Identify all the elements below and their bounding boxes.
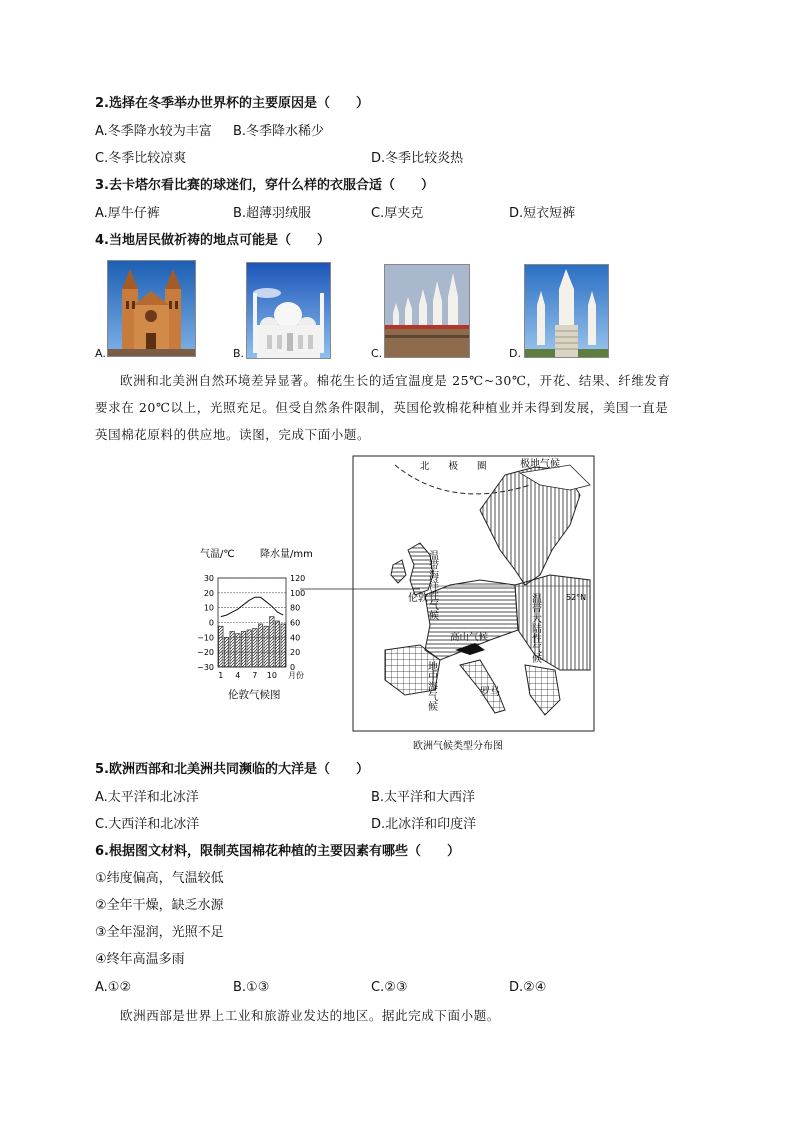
q3-stem: 3.去卡塔尔看比赛的球迷们，穿什么样的衣服合适（ ） <box>95 178 434 193</box>
q3-option-a[interactable]: A.厚牛仔裤 <box>95 206 160 221</box>
month-tick-label: 7 <box>252 671 258 680</box>
month-tick-label: 10 <box>266 671 277 680</box>
q5-option-a[interactable]: A.太平洋和北冰洋 <box>95 790 199 805</box>
precip-tick-label: 40 <box>290 633 301 643</box>
passage1-line1: 欧洲和北美洲自然环境差异显著。棉花生长的适宜温度是 25℃~30℃，开花、结果、纤维发育 <box>120 373 671 388</box>
month-tick-label: 4 <box>235 671 241 680</box>
photo-stupas[interactable] <box>384 264 470 358</box>
q3-option-c[interactable]: C.厚夹克 <box>371 206 424 221</box>
map-rome-label: 罗马 <box>480 687 500 698</box>
precip-bar <box>253 628 257 667</box>
map-mediterranean-label: 地中海气候 <box>425 661 437 711</box>
q4-stem: 4.当地居民做祈祷的地点可能是（ ） <box>95 233 330 248</box>
month-tick-label: 1 <box>218 671 224 680</box>
precip-bar <box>258 624 262 667</box>
passage1-line2: 要求在 20℃以上，光照充足。但受自然条件限制，英国伦敦棉花种植业并未得到发展，美国一直是 <box>95 400 669 415</box>
q6-statement-4: ④终年高温多雨 <box>95 952 185 967</box>
q5-option-c[interactable]: C.大西洋和北冰洋 <box>95 817 200 832</box>
precip-tick-label: 120 <box>290 574 306 583</box>
passage1-line3: 英国棉花原料的供应地。读图，完成下面小题。 <box>95 427 371 442</box>
q5-option-d[interactable]: D.北冰洋和印度洋 <box>371 817 477 832</box>
q6-option-d[interactable]: D.②④ <box>509 980 547 995</box>
q2-option-d[interactable]: D.冬季比较炎热 <box>371 151 464 166</box>
q6-statement-3: ③全年湿润，光照不足 <box>95 925 224 940</box>
map-title: 欧洲气候类型分布图 <box>413 741 503 752</box>
precip-bar <box>219 626 223 667</box>
q3-option-d[interactable]: D.短衣短裤 <box>509 206 576 221</box>
temp-line <box>221 597 283 616</box>
europe-climate-map <box>290 455 600 755</box>
q2-option-a[interactable]: A.冬季降水较为丰富 <box>95 124 212 139</box>
q4-option-c[interactable]: C. <box>371 347 383 360</box>
precip-bar <box>230 631 234 667</box>
map-maritime-label: 温带海洋性气候 <box>426 550 438 620</box>
photo-cathedral[interactable] <box>107 260 196 357</box>
map-lat-label: 52°N <box>566 593 587 602</box>
map-alpine-label: 高山气候 <box>450 632 489 643</box>
q2-option-c[interactable]: C.冬季比较凉爽 <box>95 151 187 166</box>
q6-option-c[interactable]: C.②③ <box>371 980 408 995</box>
q6-option-b[interactable]: B.①③ <box>233 980 270 995</box>
precip-tick-label: 80 <box>290 603 301 613</box>
chart-title: 伦敦气候图 <box>228 689 281 701</box>
precip-axis-label: 降水量/mm <box>260 549 313 560</box>
map-continental-label: 温带大陆性气候 <box>529 593 541 663</box>
q6-option-a[interactable]: A.①② <box>95 980 132 995</box>
q4-option-b[interactable]: B. <box>233 347 245 360</box>
precip-bar <box>270 617 274 667</box>
q2-option-b[interactable]: B.冬季降水稀少 <box>233 124 325 139</box>
q2-stem: 2.选择在冬季举办世界杯的主要原因是（ ） <box>95 96 369 111</box>
photo-mosque[interactable] <box>246 262 331 359</box>
precip-bar <box>281 624 285 667</box>
month-unit-label: 月份 <box>288 671 304 680</box>
map-london-label: 伦敦 <box>408 593 428 604</box>
precip-bar <box>241 631 245 667</box>
passage2: 欧洲西部是世界上工业和旅游业发达的地区。据此完成下面小题。 <box>120 1008 500 1023</box>
precip-tick-label: 20 <box>290 648 301 658</box>
q6-statement-1: ①纬度偏高，气温较低 <box>95 871 224 886</box>
q3-option-b[interactable]: B.超薄羽绒服 <box>233 206 312 221</box>
precip-tick-label: 0 <box>290 663 296 672</box>
q6-stem: 6.根据图文材料，限制英国棉花种植的主要因素有哪些（ ） <box>95 844 460 859</box>
temp-tick-label: 0 <box>208 618 214 628</box>
precip-bar <box>247 630 251 667</box>
precip-bar <box>224 637 228 667</box>
precip-tick-label: 60 <box>290 618 301 628</box>
temp-tick-label: −20 <box>197 648 214 658</box>
map-polar-circle-label: 北 极 圈 <box>420 461 487 472</box>
temp-tick-label: 20 <box>203 588 214 598</box>
temp-tick-label: 30 <box>203 574 214 583</box>
precip-bar <box>264 626 268 667</box>
precip-bar <box>236 634 240 667</box>
photo-pagoda[interactable] <box>524 264 609 358</box>
temp-tick-label: 10 <box>203 603 214 613</box>
q6-statement-2: ②全年干燥，缺乏水源 <box>95 898 224 913</box>
precip-tick-label: 100 <box>290 588 306 598</box>
temp-tick-label: −30 <box>197 663 214 672</box>
q5-stem: 5.欧洲西部和北美洲共同濒临的大洋是（ ） <box>95 762 369 777</box>
map-tundra-label: 极地气候 <box>520 459 560 470</box>
q4-option-a[interactable]: A. <box>95 347 106 360</box>
temp-tick-label: −10 <box>197 633 214 643</box>
q5-option-b[interactable]: B.太平洋和大西洋 <box>371 790 476 805</box>
temp-axis-label: 气温/℃ <box>200 549 235 560</box>
precip-bar <box>275 621 279 667</box>
q4-option-d[interactable]: D. <box>509 347 521 360</box>
